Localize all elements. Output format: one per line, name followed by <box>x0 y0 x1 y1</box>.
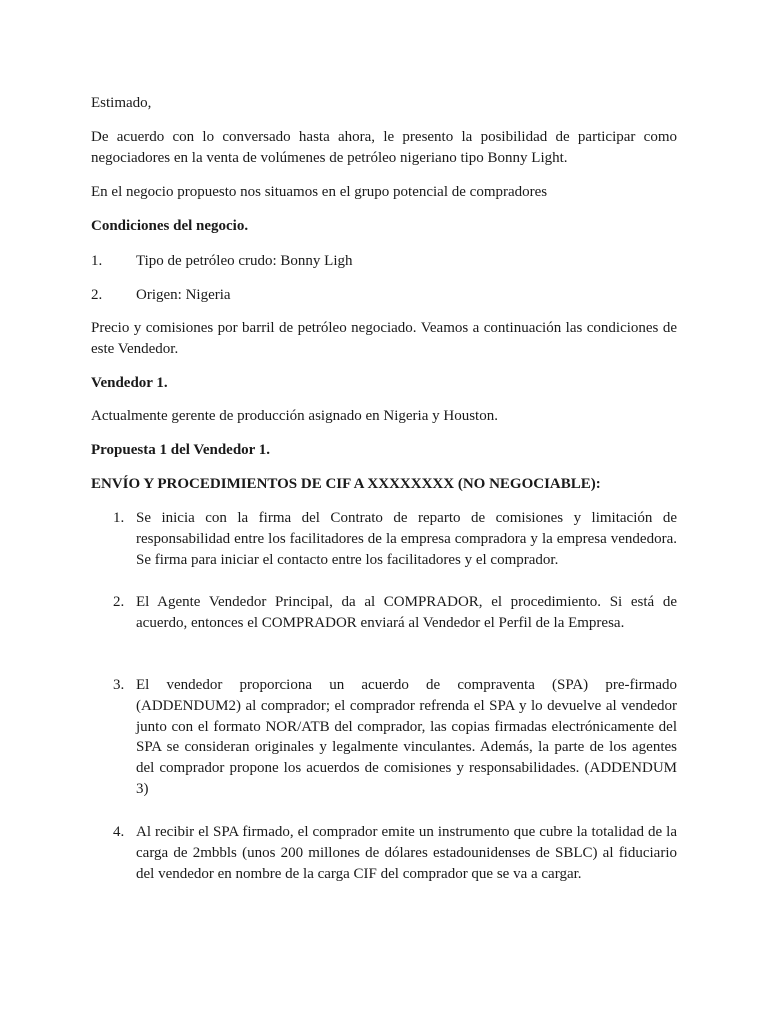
proposal-heading: Propuesta 1 del Vendedor 1. <box>91 442 271 458</box>
conditions-heading: Condiciones del negocio. <box>91 218 249 234</box>
condition-number: 1. <box>91 253 103 269</box>
procedure-number: 1. <box>113 510 125 526</box>
procedure-number: 2. <box>113 594 125 610</box>
procedure-text: El Agente Vendedor Principal, da al COMPRADOR, el procedimiento. Si está de acuerdo, entonces el COMPRADOR enviará al Vendedor el Perfil de la Empresa. <box>136 594 677 631</box>
procedure-text: Al recibir el SPA firmado, el comprador emite un instrumento que cubre la totalidad de la carga de 2mbbls (unos 200 millones de dólares estadounidenses de SBLC) al fiduciario del vendedor en nombre de la carga CIF del comprador que se va a cargar. <box>136 824 677 882</box>
position-paragraph: En el negocio propuesto nos situamos en el grupo potencial de compradores <box>91 184 548 200</box>
seller-heading: Vendedor 1. <box>91 375 168 391</box>
condition-text: Origen: Nigeria <box>136 287 231 303</box>
intro-paragraph: De acuerdo con lo conversado hasta ahora, le presento la posibilidad de participar como negociadores en la venta de volúmenes de petróleo nigeriano tipo Bonny Light. <box>91 129 677 166</box>
condition-text: Tipo de petróleo crudo: Bonny Ligh <box>136 253 353 269</box>
procedures-heading: ENVÍO Y PROCEDIMIENTOS DE CIF A XXXXXXXX (NO NEGOCIABLE): <box>91 476 601 492</box>
procedure-number: 3. <box>113 677 125 693</box>
condition-number: 2. <box>91 287 103 303</box>
procedure-number: 4. <box>113 824 125 840</box>
seller-description: Actualmente gerente de producción asignado en Nigeria y Houston. <box>91 408 498 424</box>
greeting: Estimado, <box>91 95 152 111</box>
price-paragraph: Precio y comisiones por barril de petróleo negociado. Veamos a continuación las condiciones de este Vendedor. <box>91 320 677 357</box>
procedure-text: El vendedor proporciona un acuerdo de compraventa (SPA) pre-firmado (ADDENDUM2) al comprador; el comprador refrenda el SPA y lo devuelve al vendedor junto con el formato NOR/ATB del comprador, las copias firmadas electrónicamente del SPA se consideran originales y legalmente vinculantes. Además, la parte de los agentes del comprador propone los acuerdos de comisiones y responsabilidades. (ADDENDUM 3) <box>136 677 677 797</box>
procedure-text: Se inicia con la firma del Contrato de reparto de comisiones y limitación de responsabilidad entre los facilitadores de la empresa compradora y la empresa vendedora. Se firma para iniciar el contacto entre los facilitadores y el comprador. <box>136 510 677 568</box>
